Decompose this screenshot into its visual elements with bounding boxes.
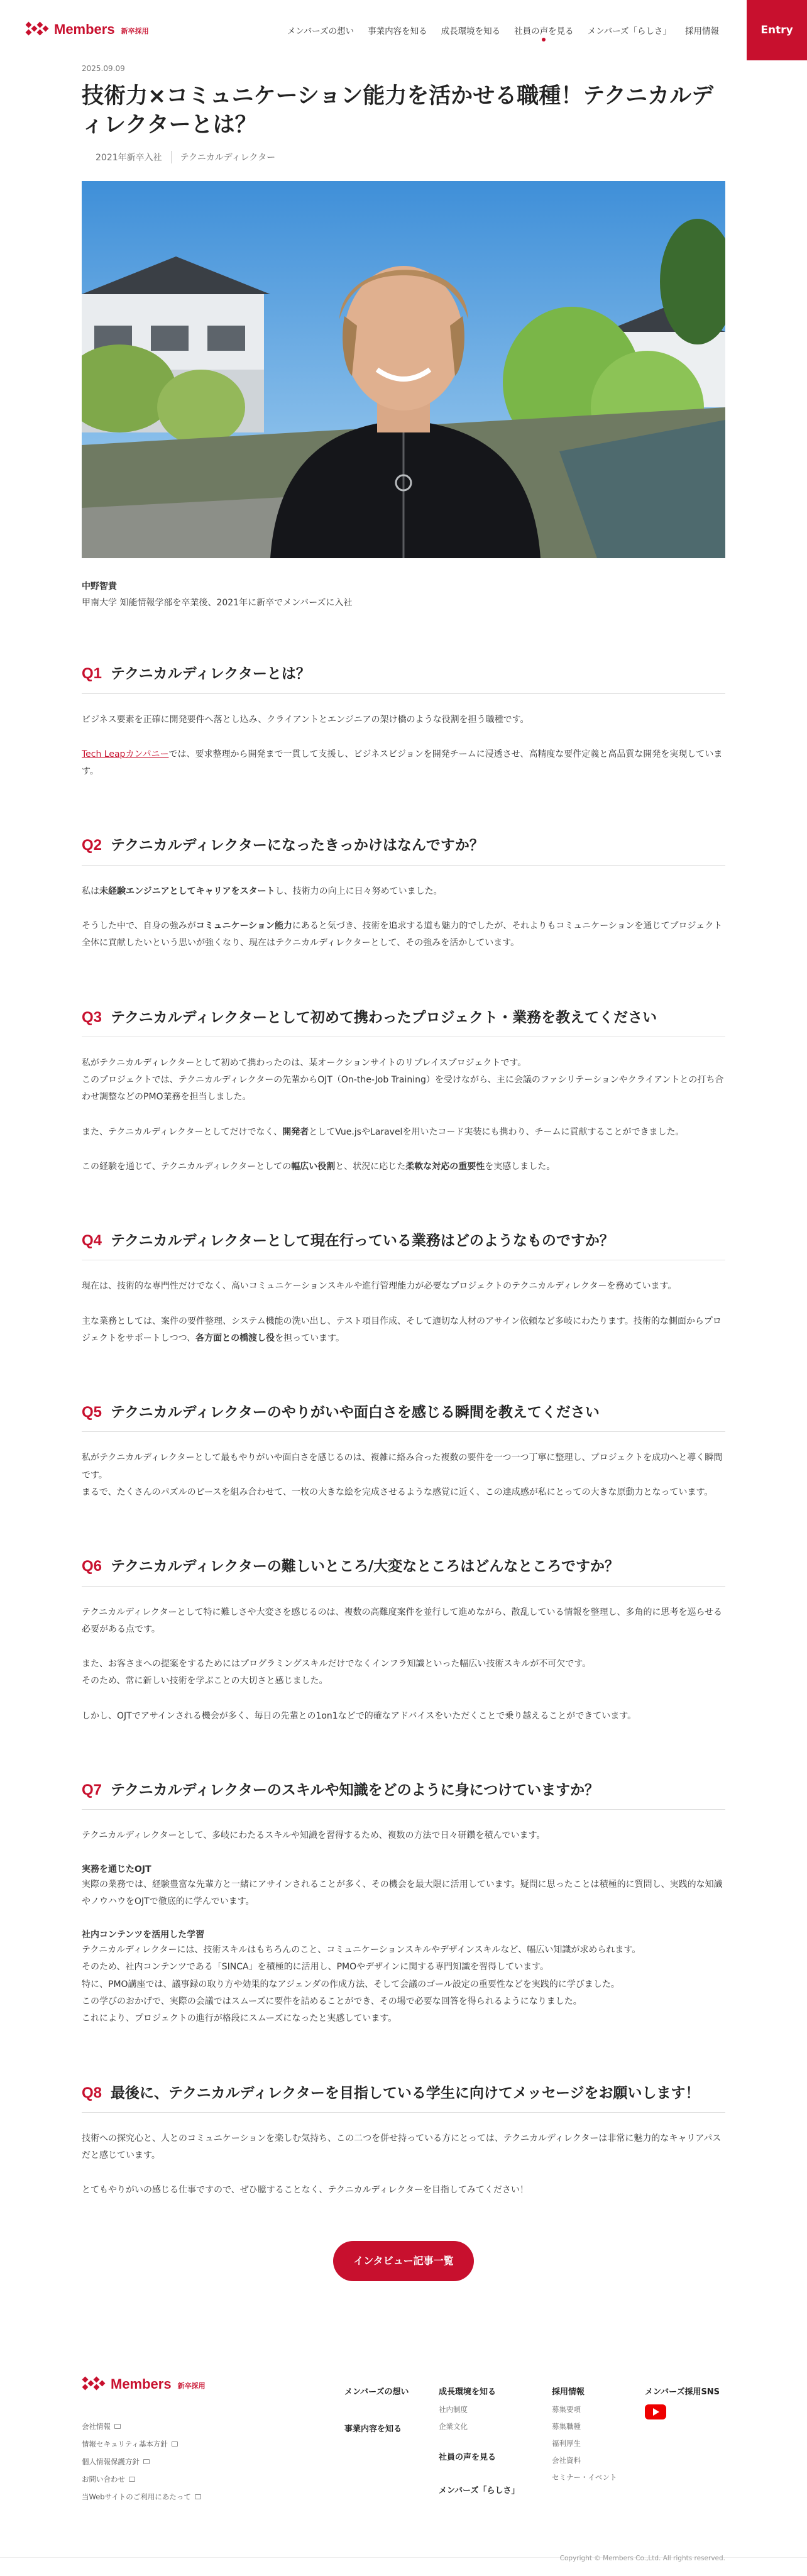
footer-link-benefits[interactable]: 福利厚生 bbox=[552, 2439, 581, 2448]
site-header bbox=[0, 0, 807, 60]
footer-link-contact[interactable] bbox=[82, 2474, 201, 2484]
footer-link-voices[interactable]: 社員の声を見る bbox=[439, 2453, 497, 2462]
answer-text: この学びのおかげで、実際の会議ではスムーズに要件を詰めることができ、その場で必要な回答を得られるようになりました。 bbox=[82, 1996, 582, 2006]
external-link-icon bbox=[195, 2494, 201, 2499]
article bbox=[82, 64, 725, 2281]
answer-text: し、技術力の向上に日々努めていました。 bbox=[275, 886, 442, 896]
footer-link-culture-items[interactable]: 企業文化 bbox=[439, 2422, 468, 2431]
footer-link-growth[interactable]: 成長環境を知る bbox=[439, 2387, 497, 2397]
answer-emphasis: 各方面との橋渡し役 bbox=[195, 1333, 275, 1343]
footer-logo[interactable] bbox=[82, 2376, 206, 2392]
footer-link-rashisa[interactable]: メンバーズ「らしさ」 bbox=[439, 2486, 520, 2496]
cta-area bbox=[82, 2241, 725, 2281]
question-number: Q7 bbox=[82, 1781, 102, 1799]
answer-text: そのため、常に新しい技術を学ぶことの大切さと感じました。 bbox=[82, 1676, 328, 1687]
article-date: 2025.09.09 bbox=[82, 64, 125, 73]
answer-paragraph: とてもやりがいの感じる仕事ですので、ぜひ臆することなく、テクニカルディレクターを目指してみてください！ bbox=[82, 2185, 529, 2196]
footer-link-system[interactable]: 社内制度 bbox=[439, 2405, 468, 2414]
question-heading bbox=[82, 1008, 725, 1037]
answer-paragraph bbox=[82, 1942, 725, 2027]
question-heading bbox=[82, 1556, 725, 1586]
footer-link-positions[interactable]: 募集職種 bbox=[552, 2422, 581, 2431]
answer-text: としてVue.jsやLaravelを用いたコード実装にも携わり、チームに貢献することができました。 bbox=[309, 1126, 684, 1137]
nav-item-recruit[interactable]: 採用情報 bbox=[685, 26, 719, 36]
link-label: 当Webサイトのご利用にあたって bbox=[82, 2492, 191, 2501]
answer-text: 私がテクニカルディレクターとして最もやりがいや面白さを感じるのは、複雑に絡み合った複数の要件を一つ一つ丁寧に整理し、プロジェクトを成功へと導く瞬間です。 bbox=[82, 1453, 723, 1480]
site-footer bbox=[0, 2364, 807, 2576]
question-heading bbox=[82, 1780, 725, 1810]
question-4 bbox=[82, 1231, 725, 1347]
question-title: テクニカルディレクターとして初めて携わったプロジェクト・業務を教えてください bbox=[111, 1009, 657, 1026]
link-label: 会社情報 bbox=[82, 2422, 111, 2431]
interview-list-button[interactable]: インタビュー記事一覧 bbox=[333, 2241, 474, 2281]
answer-text: 私がテクニカルディレクターとして初めて携わったのは、某オークションサイトのリプレイスプロジェクトです。 bbox=[82, 1057, 527, 1068]
question-heading bbox=[82, 1231, 725, 1260]
logo-wordmark: Members bbox=[111, 2376, 172, 2392]
question-title: テクニカルディレクターとして現在行っている業務はどのようなものですか？ bbox=[111, 1233, 614, 1250]
global-nav bbox=[287, 24, 719, 36]
answer-text: そのため、社内コンテンツである「SINCA」を積極的に活用し、PMOやデザインに関する専門知識を習得しています。 bbox=[82, 1962, 549, 1973]
nav-item-business[interactable]: 事業内容を知る bbox=[368, 26, 427, 36]
question-number: Q2 bbox=[82, 837, 102, 854]
question-2 bbox=[82, 835, 725, 952]
question-heading bbox=[82, 2083, 725, 2113]
answer-text: まるで、たくさんのパズルのピースを組み合わせて、一枚の大きな絵を完成させるような感覚に近く、この達成感が私にとっての大きな原動力となっています。 bbox=[82, 1487, 713, 1498]
answer-text: 私は bbox=[82, 886, 99, 896]
article-tags bbox=[82, 151, 725, 163]
answer-text: このプロジェクトでは、テクニカルディレクターの先輩からOJT（On-the-Job Training）を受けながら、主に会議のファシリテーションやクライアントとの打ち合わせ調整などのPMO業務を担当しました。 bbox=[82, 1075, 724, 1103]
question-number: Q6 bbox=[82, 1558, 102, 1575]
question-heading bbox=[82, 664, 725, 693]
question-number: Q4 bbox=[82, 1232, 102, 1250]
answer-text: では、要求整理から開発まで一貫して支援し、ビジネスビジョンを開発チームに浸透させ、高精度な要件定義と高品質な開発を実現しています。 bbox=[82, 749, 723, 777]
external-link-icon bbox=[129, 2477, 135, 2482]
nav-item-voices[interactable]: 社員の声を見る bbox=[514, 24, 574, 36]
answer-text: 特に、PMO講座では、議事録の取り方や効果的なアジェンダの作成方法、そして会議のゴール設定の重要性などを実践的に学びました。 bbox=[82, 1979, 620, 1990]
answer-paragraph bbox=[82, 1656, 725, 1690]
tag-job[interactable]: テクニカルディレクター bbox=[171, 151, 284, 163]
footer-link-terms[interactable] bbox=[82, 2492, 201, 2502]
question-title: テクニカルディレクターのスキルや知識をどのように身につけていますか？ bbox=[111, 1782, 600, 1799]
question-3 bbox=[82, 1008, 725, 1176]
footer-link-materials[interactable]: 会社資料 bbox=[552, 2456, 581, 2465]
nav-item-philosophy[interactable]: メンバーズの想い bbox=[287, 26, 354, 36]
answer-emphasis: 柔軟な対応の重要性 bbox=[405, 1161, 485, 1172]
question-number: Q5 bbox=[82, 1404, 102, 1421]
question-title: テクニカルディレクターの難しいところ/大変なところはどんなところですか？ bbox=[111, 1558, 620, 1575]
answer-text: また、テクニカルディレクターとしてだけでなく、 bbox=[82, 1126, 283, 1137]
interviewee-profile: 甲南大学 知能情報学部を卒業後、2021年に新卒でメンバーズに入社 bbox=[82, 598, 353, 608]
answer-text: また、お客さまへの提案をするためにはプログラミングスキルだけでなくインフラ知識といった幅広い技術スキルが不可欠です。 bbox=[82, 1659, 591, 1670]
question-6 bbox=[82, 1556, 725, 1725]
answer-paragraph: 実際の業務では、経験豊富な先輩方と一緒にアサインされることが多く、その機会を最大限に活用しています。疑問に思ったことは積極的に質問し、実践的な知識やノウハウをOJTで徹底的に学んでいます。 bbox=[82, 1879, 723, 1907]
external-link-icon bbox=[143, 2459, 150, 2464]
footer-link-company[interactable] bbox=[82, 2421, 201, 2431]
question-number: Q1 bbox=[82, 665, 102, 683]
question-heading bbox=[82, 1402, 725, 1432]
answer-paragraph: テクニカルディレクターとして特に難しさや大変さを感じるのは、複数の高難度案件を並行して進めながら、散乱している情報を整理し、多角的に思考を巡らせる必要がある点です。 bbox=[82, 1607, 723, 1634]
external-link-icon bbox=[172, 2441, 178, 2447]
answer-paragraph bbox=[82, 918, 725, 952]
external-link-icon bbox=[114, 2424, 121, 2429]
footer-col-sns bbox=[645, 2385, 720, 2419]
answer-text: にあると気づき、技術を追求する道も魅力的でしたが、それよりもコミュニケーションを通じてプロジェクト全体に貢献したいという思いが強くなり、現在はテクニカルディレクターとして、その強みを活かしています。 bbox=[82, 920, 723, 949]
answer-text: を実感しました。 bbox=[485, 1161, 556, 1172]
entry-button[interactable]: Entry bbox=[747, 0, 807, 60]
interviewee-name: 中野智貴 bbox=[82, 581, 117, 592]
question-8 bbox=[82, 2083, 725, 2199]
nav-item-growth[interactable]: 成長環境を知る bbox=[441, 26, 501, 36]
answer-subheading: 社内コンテンツを活用した学習 bbox=[82, 1930, 205, 1940]
answer-text: と、状況に応じた bbox=[335, 1161, 406, 1172]
question-title: テクニカルディレクターになったきっかけはなんですか？ bbox=[111, 837, 484, 854]
answer-paragraph bbox=[82, 746, 725, 781]
question-1 bbox=[82, 664, 725, 780]
answer-paragraph bbox=[82, 883, 725, 900]
logo-subtitle: 新卒採用 bbox=[177, 2382, 206, 2390]
answer-subheading: 実務を通じたOJT bbox=[82, 1864, 151, 1874]
youtube-icon[interactable] bbox=[645, 2404, 666, 2419]
members-logo-mark-icon bbox=[25, 21, 48, 38]
answer-emphasis: 開発者 bbox=[282, 1126, 309, 1137]
answer-paragraph: しかし、OJTでアサインされる機会が多く、毎日の先輩との1on1などで的確なアドバイスをいただくことで乗り越えることができています。 bbox=[82, 1710, 637, 1721]
site-logo[interactable] bbox=[25, 21, 149, 38]
answer-text: この経験を通じて、テクニカルディレクターとしての bbox=[82, 1161, 292, 1172]
hero-photo bbox=[82, 181, 725, 558]
answer-text: を担っています。 bbox=[275, 1333, 345, 1343]
footer-link-privacy[interactable] bbox=[82, 2457, 201, 2467]
answer-paragraph bbox=[82, 1055, 725, 1106]
answer-text: 主な業務としては、案件の要件整理、システム機能の洗い出し、テスト項目作成、そして適切な人材のアサイン依頼など多岐にわたります。技術的な側面からプロジェクトをサポートしつつ、 bbox=[82, 1316, 722, 1343]
answer-paragraph bbox=[82, 1159, 725, 1175]
footer-link-business[interactable]: 事業内容を知る bbox=[344, 2425, 402, 2434]
answer-paragraph bbox=[82, 1313, 725, 1348]
copyright: Copyright © Members Co.,Ltd. All rights reserved. bbox=[559, 2555, 725, 2562]
portrait-photo-illustration bbox=[82, 181, 725, 558]
members-logo-mark-icon bbox=[82, 2376, 104, 2392]
footer-sns-title: メンバーズ採用SNS bbox=[645, 2387, 720, 2397]
answer-paragraph bbox=[82, 1450, 725, 1501]
answer-emphasis: コミュニケーション能力 bbox=[195, 920, 292, 931]
question-7 bbox=[82, 1780, 725, 2028]
footer-col-2 bbox=[439, 2385, 519, 2503]
link-label: お問い合わせ bbox=[82, 2475, 125, 2484]
tag-join-year[interactable]: 2021年新卒入社 bbox=[96, 153, 162, 163]
logo-subtitle: 新卒採用 bbox=[121, 27, 149, 35]
nav-item-culture[interactable]: メンバーズ「らしさ」 bbox=[587, 26, 671, 36]
question-title: テクニカルディレクターとは？ bbox=[111, 666, 310, 683]
answer-emphasis: 未経験エンジニアとしてキャリアをスタート bbox=[99, 886, 275, 896]
footer-utility-links bbox=[82, 2421, 201, 2509]
answer-paragraph: 現在は、技術的な専門性だけでなく、高いコミュニケーションスキルや進行管理能力が必要なプロジェクトのテクニカルディレクターを務めています。 bbox=[82, 1281, 677, 1292]
answer-text: そうした中で、自身の強みが bbox=[82, 920, 196, 931]
footer-link-security[interactable] bbox=[82, 2439, 201, 2449]
link-label: 個人情報保護方針 bbox=[82, 2457, 140, 2466]
logo-wordmark: Members bbox=[54, 21, 115, 37]
answer-paragraph bbox=[82, 1124, 725, 1141]
question-heading bbox=[82, 835, 725, 865]
footer-link-philosophy[interactable]: メンバーズの想い bbox=[344, 2387, 409, 2397]
footer-link-requirements[interactable]: 募集要項 bbox=[552, 2405, 581, 2414]
tech-leap-link[interactable]: Tech Leapカンパニー bbox=[82, 749, 169, 759]
footer-link-events[interactable]: セミナー・イベント bbox=[552, 2473, 617, 2482]
answer-text: テクニカルディレクターには、技術スキルはもちろんのこと、コミュニケーションスキルやデザインスキルなど、幅広い知識が求められます。 bbox=[82, 1945, 641, 1956]
question-number: Q3 bbox=[82, 1008, 102, 1026]
answer-text: これにより、プロジェクトの進行が格段にスムーズになったと実感しています。 bbox=[82, 2013, 397, 2024]
answer-paragraph: 技術への探究心と、人とのコミュニケーションを楽しむ気持ち、この二つを併せ持っている方にとっては、テクニカルディレクターは非常に魅力的なキャリアパスだと感じています。 bbox=[82, 2133, 722, 2161]
answer-paragraph: ビジネス要素を正確に開発要件へ落とし込み、クライアントとエンジニアの架け橋のような役割を担う職種です。 bbox=[82, 714, 529, 725]
question-number: Q8 bbox=[82, 2084, 102, 2101]
question-5 bbox=[82, 1402, 725, 1501]
question-title: テクニカルディレクターのやりがいや面白さを感じる瞬間を教えてください bbox=[111, 1404, 600, 1421]
footer-col-3 bbox=[552, 2385, 617, 2489]
answer-paragraph: テクニカルディレクターとして、多岐にわたるスキルや知識を習得するため、複数の方法で日々研鑽を積んでいます。 bbox=[82, 1830, 546, 1841]
link-label: 情報セキュリティ基本方針 bbox=[82, 2440, 168, 2448]
footer-col-1 bbox=[344, 2385, 409, 2441]
answer-emphasis: 幅広い役割 bbox=[291, 1161, 336, 1172]
footer-link-recruit[interactable]: 採用情報 bbox=[552, 2387, 585, 2397]
article-title: 技術力×コミュニケーション能力を活かせる職種！テクニカルディレクターとは？ bbox=[82, 84, 714, 138]
question-title: 最後に、テクニカルディレクターを目指している学生に向けてメッセージをお願いします！ bbox=[111, 2084, 700, 2101]
